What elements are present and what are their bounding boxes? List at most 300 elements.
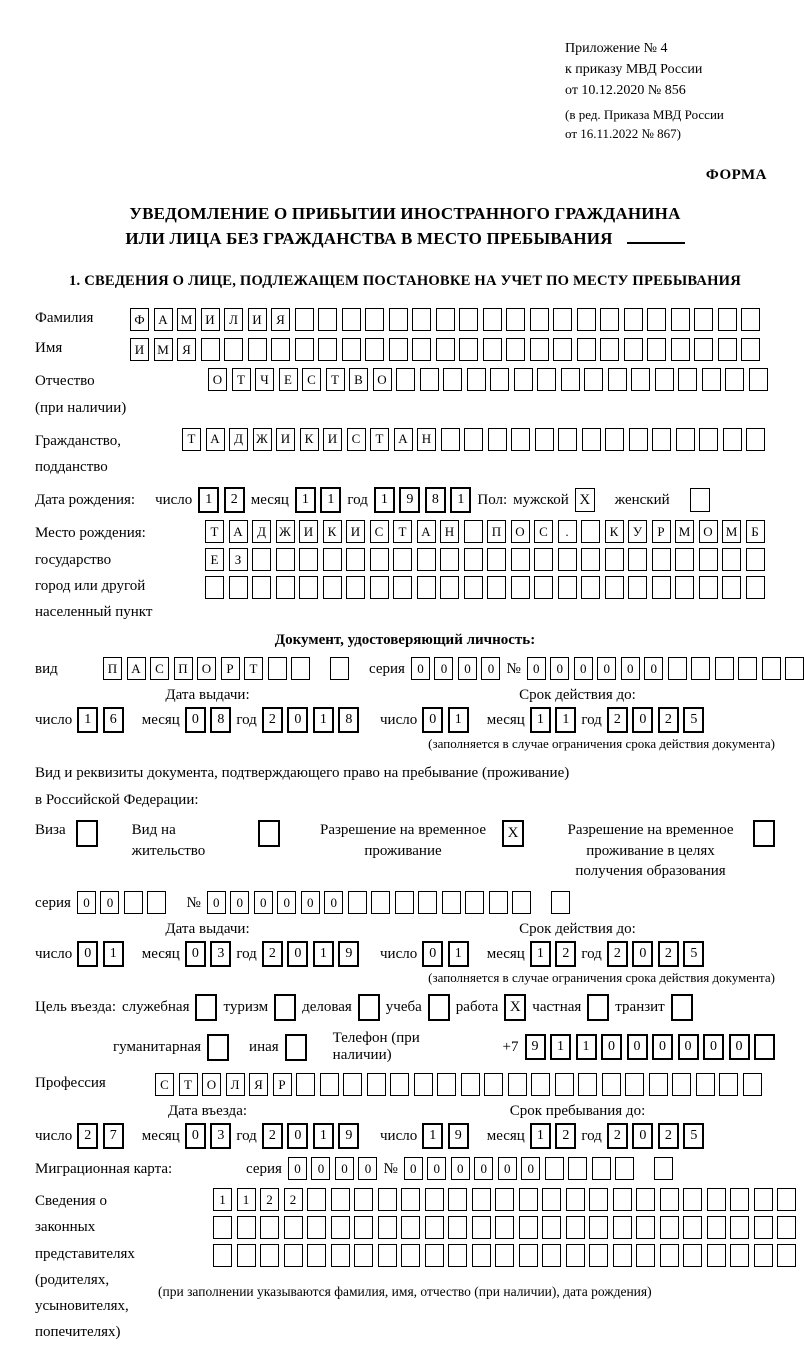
char-box[interactable]: [555, 1073, 574, 1096]
char-box[interactable]: Т: [232, 368, 251, 391]
char-box[interactable]: 2: [555, 1123, 576, 1149]
char-box[interactable]: 0: [230, 891, 249, 914]
char-box[interactable]: [707, 1188, 726, 1211]
char-box[interactable]: [365, 308, 384, 331]
char-box[interactable]: [331, 1216, 350, 1239]
char-box[interactable]: 2: [284, 1188, 303, 1211]
char-box[interactable]: [578, 1073, 597, 1096]
char-box[interactable]: 0: [358, 1157, 377, 1180]
char-box[interactable]: [581, 520, 600, 543]
char-box[interactable]: 0: [287, 1123, 308, 1149]
char-box[interactable]: 0: [185, 707, 206, 733]
char-box[interactable]: Т: [393, 520, 412, 543]
char-box[interactable]: 3: [210, 1123, 231, 1149]
char-box[interactable]: У: [628, 520, 647, 543]
char-box[interactable]: Л: [224, 308, 243, 331]
char-box[interactable]: [464, 576, 483, 599]
char-box[interactable]: [495, 1216, 514, 1239]
char-box[interactable]: А: [229, 520, 248, 543]
char-box[interactable]: [260, 1244, 279, 1267]
char-box[interactable]: [511, 428, 530, 451]
char-box[interactable]: [295, 338, 314, 361]
char-box[interactable]: [582, 428, 601, 451]
char-box[interactable]: 1: [213, 1188, 232, 1211]
char-box[interactable]: [600, 338, 619, 361]
char-box[interactable]: Ж: [253, 428, 272, 451]
char-box[interactable]: [348, 891, 367, 914]
char-box[interactable]: [401, 1216, 420, 1239]
char-box[interactable]: И: [201, 308, 220, 331]
char-box[interactable]: [401, 1244, 420, 1267]
char-box[interactable]: 9: [338, 941, 359, 967]
char-box[interactable]: [602, 1073, 621, 1096]
char-box[interactable]: 1: [313, 1123, 334, 1149]
char-box[interactable]: [584, 368, 603, 391]
char-box[interactable]: И: [323, 428, 342, 451]
char-box[interactable]: [371, 891, 390, 914]
char-box[interactable]: [749, 368, 768, 391]
char-box[interactable]: 0: [527, 657, 546, 680]
char-box[interactable]: [425, 1188, 444, 1211]
char-box[interactable]: 1: [530, 941, 551, 967]
char-box[interactable]: [566, 1244, 585, 1267]
char-box[interactable]: [393, 576, 412, 599]
char-box[interactable]: Т: [244, 657, 263, 680]
char-box[interactable]: [675, 576, 694, 599]
char-box[interactable]: [652, 428, 671, 451]
char-box[interactable]: 0: [422, 707, 443, 733]
char-box[interactable]: [323, 576, 342, 599]
char-box[interactable]: [440, 548, 459, 571]
char-box[interactable]: 0: [311, 1157, 330, 1180]
char-box[interactable]: 0: [411, 657, 430, 680]
char-box[interactable]: [307, 1216, 326, 1239]
char-box[interactable]: С: [302, 368, 321, 391]
char-box[interactable]: [589, 1244, 608, 1267]
char-box[interactable]: Е: [205, 548, 224, 571]
purpose-business-checkbox[interactable]: [358, 994, 380, 1021]
visa-checkbox[interactable]: [76, 820, 98, 847]
purpose-study-checkbox[interactable]: [428, 994, 450, 1021]
char-box[interactable]: [396, 368, 415, 391]
char-box[interactable]: 5: [683, 941, 704, 967]
char-box[interactable]: [276, 548, 295, 571]
char-box[interactable]: 2: [555, 941, 576, 967]
char-box[interactable]: М: [177, 308, 196, 331]
char-box[interactable]: [417, 548, 436, 571]
char-box[interactable]: 1: [374, 487, 395, 513]
char-box[interactable]: 0: [498, 1157, 517, 1180]
char-box[interactable]: И: [276, 428, 295, 451]
char-box[interactable]: [534, 576, 553, 599]
char-box[interactable]: [647, 308, 666, 331]
char-box[interactable]: 1: [576, 1034, 597, 1060]
char-box[interactable]: [537, 368, 556, 391]
char-box[interactable]: Е: [279, 368, 298, 391]
char-box[interactable]: Т: [370, 428, 389, 451]
char-box[interactable]: 0: [627, 1034, 648, 1060]
char-box[interactable]: [378, 1216, 397, 1239]
char-box[interactable]: [467, 368, 486, 391]
char-box[interactable]: [660, 1188, 679, 1211]
char-box[interactable]: [276, 576, 295, 599]
char-box[interactable]: [295, 308, 314, 331]
char-box[interactable]: [613, 1216, 632, 1239]
char-box[interactable]: А: [154, 308, 173, 331]
char-box[interactable]: А: [127, 657, 146, 680]
char-box[interactable]: [551, 891, 570, 914]
char-box[interactable]: М: [675, 520, 694, 543]
char-box[interactable]: 0: [703, 1034, 724, 1060]
char-box[interactable]: 1: [530, 1123, 551, 1149]
char-box[interactable]: [683, 1188, 702, 1211]
char-box[interactable]: [412, 308, 431, 331]
char-box[interactable]: О: [208, 368, 227, 391]
char-box[interactable]: [472, 1244, 491, 1267]
char-box[interactable]: [472, 1188, 491, 1211]
char-box[interactable]: 6: [103, 707, 124, 733]
char-box[interactable]: [390, 1073, 409, 1096]
char-box[interactable]: [506, 308, 525, 331]
char-box[interactable]: [754, 1188, 773, 1211]
char-box[interactable]: 5: [683, 1123, 704, 1149]
char-box[interactable]: [725, 368, 744, 391]
char-box[interactable]: 5: [683, 707, 704, 733]
char-box[interactable]: И: [130, 338, 149, 361]
char-box[interactable]: [535, 428, 554, 451]
char-box[interactable]: [213, 1244, 232, 1267]
char-box[interactable]: 0: [632, 1123, 653, 1149]
char-box[interactable]: З: [229, 548, 248, 571]
char-box[interactable]: [331, 1188, 350, 1211]
char-box[interactable]: Ч: [255, 368, 274, 391]
char-box[interactable]: [741, 308, 760, 331]
char-box[interactable]: [566, 1188, 585, 1211]
char-box[interactable]: А: [394, 428, 413, 451]
char-box[interactable]: В: [349, 368, 368, 391]
char-box[interactable]: 9: [399, 487, 420, 513]
char-box[interactable]: [495, 1244, 514, 1267]
char-box[interactable]: [655, 368, 674, 391]
char-box[interactable]: 0: [632, 707, 653, 733]
char-box[interactable]: [629, 428, 648, 451]
char-box[interactable]: [487, 576, 506, 599]
char-box[interactable]: [370, 576, 389, 599]
char-box[interactable]: [229, 576, 248, 599]
char-box[interactable]: 0: [597, 657, 616, 680]
char-box[interactable]: 0: [621, 657, 640, 680]
char-box[interactable]: 0: [652, 1034, 673, 1060]
char-box[interactable]: [702, 368, 721, 391]
char-box[interactable]: [553, 338, 572, 361]
char-box[interactable]: 0: [404, 1157, 423, 1180]
residence-permit-checkbox[interactable]: [258, 820, 280, 847]
char-box[interactable]: [558, 548, 577, 571]
char-box[interactable]: Д: [252, 520, 271, 543]
char-box[interactable]: [464, 520, 483, 543]
char-box[interactable]: Т: [205, 520, 224, 543]
char-box[interactable]: Д: [229, 428, 248, 451]
char-box[interactable]: [271, 338, 290, 361]
char-box[interactable]: [647, 338, 666, 361]
char-box[interactable]: 0: [550, 657, 569, 680]
char-box[interactable]: С: [370, 520, 389, 543]
char-box[interactable]: 0: [207, 891, 226, 914]
char-box[interactable]: [237, 1244, 256, 1267]
char-box[interactable]: 0: [100, 891, 119, 914]
char-box[interactable]: 1: [448, 941, 469, 967]
char-box[interactable]: [683, 1216, 702, 1239]
char-box[interactable]: [746, 428, 765, 451]
char-box[interactable]: [624, 338, 643, 361]
char-box[interactable]: Я: [177, 338, 196, 361]
char-box[interactable]: [691, 657, 710, 680]
purpose-private-checkbox[interactable]: [587, 994, 609, 1021]
char-box[interactable]: [589, 1188, 608, 1211]
char-box[interactable]: М: [154, 338, 173, 361]
char-box[interactable]: 0: [185, 1123, 206, 1149]
char-box[interactable]: [343, 1073, 362, 1096]
char-box[interactable]: [545, 1157, 564, 1180]
char-box[interactable]: [613, 1244, 632, 1267]
char-box[interactable]: [743, 1073, 762, 1096]
char-box[interactable]: 0: [451, 1157, 470, 1180]
char-box[interactable]: 0: [77, 941, 98, 967]
char-box[interactable]: 2: [77, 1123, 98, 1149]
char-box[interactable]: П: [174, 657, 193, 680]
char-box[interactable]: 0: [632, 941, 653, 967]
char-box[interactable]: [205, 576, 224, 599]
char-box[interactable]: [741, 338, 760, 361]
char-box[interactable]: Л: [226, 1073, 245, 1096]
char-box[interactable]: [252, 576, 271, 599]
char-box[interactable]: 2: [607, 941, 628, 967]
char-box[interactable]: [636, 1216, 655, 1239]
char-box[interactable]: [715, 657, 734, 680]
char-box[interactable]: 1: [313, 707, 334, 733]
char-box[interactable]: 8: [425, 487, 446, 513]
char-box[interactable]: 0: [422, 941, 443, 967]
char-box[interactable]: [268, 657, 287, 680]
char-box[interactable]: [719, 1073, 738, 1096]
char-box[interactable]: [213, 1216, 232, 1239]
char-box[interactable]: Н: [417, 428, 436, 451]
char-box[interactable]: [318, 308, 337, 331]
male-checkbox[interactable]: X: [575, 488, 595, 512]
char-box[interactable]: [631, 368, 650, 391]
char-box[interactable]: [696, 1073, 715, 1096]
char-box[interactable]: 8: [210, 707, 231, 733]
char-box[interactable]: 0: [324, 891, 343, 914]
char-box[interactable]: [508, 1073, 527, 1096]
char-box[interactable]: 7: [103, 1123, 124, 1149]
char-box[interactable]: [558, 576, 577, 599]
char-box[interactable]: 0: [185, 941, 206, 967]
char-box[interactable]: [558, 428, 577, 451]
char-box[interactable]: К: [605, 520, 624, 543]
char-box[interactable]: [531, 1073, 550, 1096]
char-box[interactable]: [401, 1188, 420, 1211]
char-box[interactable]: [237, 1216, 256, 1239]
char-box[interactable]: [346, 548, 365, 571]
char-box[interactable]: [472, 1216, 491, 1239]
char-box[interactable]: И: [346, 520, 365, 543]
char-box[interactable]: [511, 548, 530, 571]
char-box[interactable]: [660, 1216, 679, 1239]
char-box[interactable]: [483, 308, 502, 331]
char-box[interactable]: [530, 308, 549, 331]
char-box[interactable]: [660, 1244, 679, 1267]
char-box[interactable]: 0: [474, 1157, 493, 1180]
char-box[interactable]: [722, 576, 741, 599]
char-box[interactable]: [694, 308, 713, 331]
char-box[interactable]: [785, 657, 804, 680]
char-box[interactable]: [437, 1073, 456, 1096]
char-box[interactable]: [252, 548, 271, 571]
char-box[interactable]: 2: [262, 941, 283, 967]
char-box[interactable]: [581, 548, 600, 571]
char-box[interactable]: [777, 1244, 796, 1267]
char-box[interactable]: [367, 1073, 386, 1096]
char-box[interactable]: [577, 338, 596, 361]
char-box[interactable]: К: [300, 428, 319, 451]
char-box[interactable]: 1: [320, 487, 341, 513]
char-box[interactable]: [754, 1244, 773, 1267]
char-box[interactable]: [581, 576, 600, 599]
char-box[interactable]: [723, 428, 742, 451]
char-box[interactable]: Я: [271, 308, 290, 331]
char-box[interactable]: О: [511, 520, 530, 543]
char-box[interactable]: [636, 1188, 655, 1211]
purpose-transit-checkbox[interactable]: [671, 994, 693, 1021]
char-box[interactable]: [668, 657, 687, 680]
char-box[interactable]: [678, 368, 697, 391]
char-box[interactable]: [425, 1216, 444, 1239]
char-box[interactable]: И: [299, 520, 318, 543]
char-box[interactable]: О: [202, 1073, 221, 1096]
char-box[interactable]: [412, 338, 431, 361]
char-box[interactable]: [296, 1073, 315, 1096]
char-box[interactable]: [542, 1216, 561, 1239]
char-box[interactable]: [260, 1216, 279, 1239]
char-box[interactable]: [605, 576, 624, 599]
char-box[interactable]: [718, 338, 737, 361]
purpose-humanitarian-checkbox[interactable]: [207, 1034, 229, 1061]
char-box[interactable]: [722, 548, 741, 571]
char-box[interactable]: 0: [254, 891, 273, 914]
char-box[interactable]: 2: [262, 1123, 283, 1149]
char-box[interactable]: 0: [287, 707, 308, 733]
char-box[interactable]: .: [558, 520, 577, 543]
char-box[interactable]: [465, 891, 484, 914]
char-box[interactable]: [506, 338, 525, 361]
char-box[interactable]: [284, 1216, 303, 1239]
char-box[interactable]: [425, 1244, 444, 1267]
char-box[interactable]: [624, 308, 643, 331]
char-box[interactable]: [299, 576, 318, 599]
char-box[interactable]: [718, 308, 737, 331]
char-box[interactable]: [652, 548, 671, 571]
char-box[interactable]: [511, 576, 530, 599]
char-box[interactable]: 1: [450, 487, 471, 513]
char-box[interactable]: [342, 308, 361, 331]
char-box[interactable]: [542, 1244, 561, 1267]
char-box[interactable]: К: [323, 520, 342, 543]
char-box[interactable]: 2: [224, 487, 245, 513]
char-box[interactable]: 1: [550, 1034, 571, 1060]
char-box[interactable]: 1: [448, 707, 469, 733]
char-box[interactable]: С: [150, 657, 169, 680]
char-box[interactable]: О: [197, 657, 216, 680]
char-box[interactable]: [291, 657, 310, 680]
char-box[interactable]: [389, 308, 408, 331]
char-box[interactable]: [589, 1216, 608, 1239]
char-box[interactable]: 2: [607, 1123, 628, 1149]
char-box[interactable]: [331, 1244, 350, 1267]
char-box[interactable]: [342, 338, 361, 361]
char-box[interactable]: 0: [301, 891, 320, 914]
char-box[interactable]: Р: [652, 520, 671, 543]
char-box[interactable]: [671, 338, 690, 361]
char-box[interactable]: С: [155, 1073, 174, 1096]
purpose-official-checkbox[interactable]: [195, 994, 217, 1021]
char-box[interactable]: 0: [77, 891, 96, 914]
char-box[interactable]: [224, 338, 243, 361]
char-box[interactable]: [615, 1157, 634, 1180]
char-box[interactable]: [442, 891, 461, 914]
char-box[interactable]: [519, 1188, 538, 1211]
char-box[interactable]: [699, 428, 718, 451]
char-box[interactable]: 0: [335, 1157, 354, 1180]
char-box[interactable]: Т: [182, 428, 201, 451]
char-box[interactable]: [730, 1244, 749, 1267]
char-box[interactable]: А: [206, 428, 225, 451]
char-box[interactable]: [519, 1244, 538, 1267]
char-box[interactable]: [248, 338, 267, 361]
char-box[interactable]: [519, 1216, 538, 1239]
char-box[interactable]: [600, 308, 619, 331]
char-box[interactable]: [652, 576, 671, 599]
char-box[interactable]: [568, 1157, 587, 1180]
char-box[interactable]: 0: [287, 941, 308, 967]
char-box[interactable]: [542, 1188, 561, 1211]
char-box[interactable]: 1: [77, 707, 98, 733]
char-box[interactable]: 2: [607, 707, 628, 733]
char-box[interactable]: [605, 428, 624, 451]
char-box[interactable]: Я: [249, 1073, 268, 1096]
char-box[interactable]: [323, 548, 342, 571]
char-box[interactable]: [354, 1216, 373, 1239]
char-box[interactable]: [354, 1244, 373, 1267]
char-box[interactable]: А: [417, 520, 436, 543]
char-box[interactable]: [443, 368, 462, 391]
char-box[interactable]: [671, 308, 690, 331]
char-box[interactable]: [459, 308, 478, 331]
char-box[interactable]: 1: [530, 707, 551, 733]
char-box[interactable]: 0: [521, 1157, 540, 1180]
char-box[interactable]: Ж: [276, 520, 295, 543]
char-box[interactable]: [676, 428, 695, 451]
char-box[interactable]: 0: [574, 657, 593, 680]
char-box[interactable]: 1: [103, 941, 124, 967]
char-box[interactable]: [514, 368, 533, 391]
char-box[interactable]: [488, 428, 507, 451]
char-box[interactable]: [395, 891, 414, 914]
char-box[interactable]: [762, 657, 781, 680]
char-box[interactable]: Б: [746, 520, 765, 543]
char-box[interactable]: Т: [326, 368, 345, 391]
char-box[interactable]: [378, 1188, 397, 1211]
